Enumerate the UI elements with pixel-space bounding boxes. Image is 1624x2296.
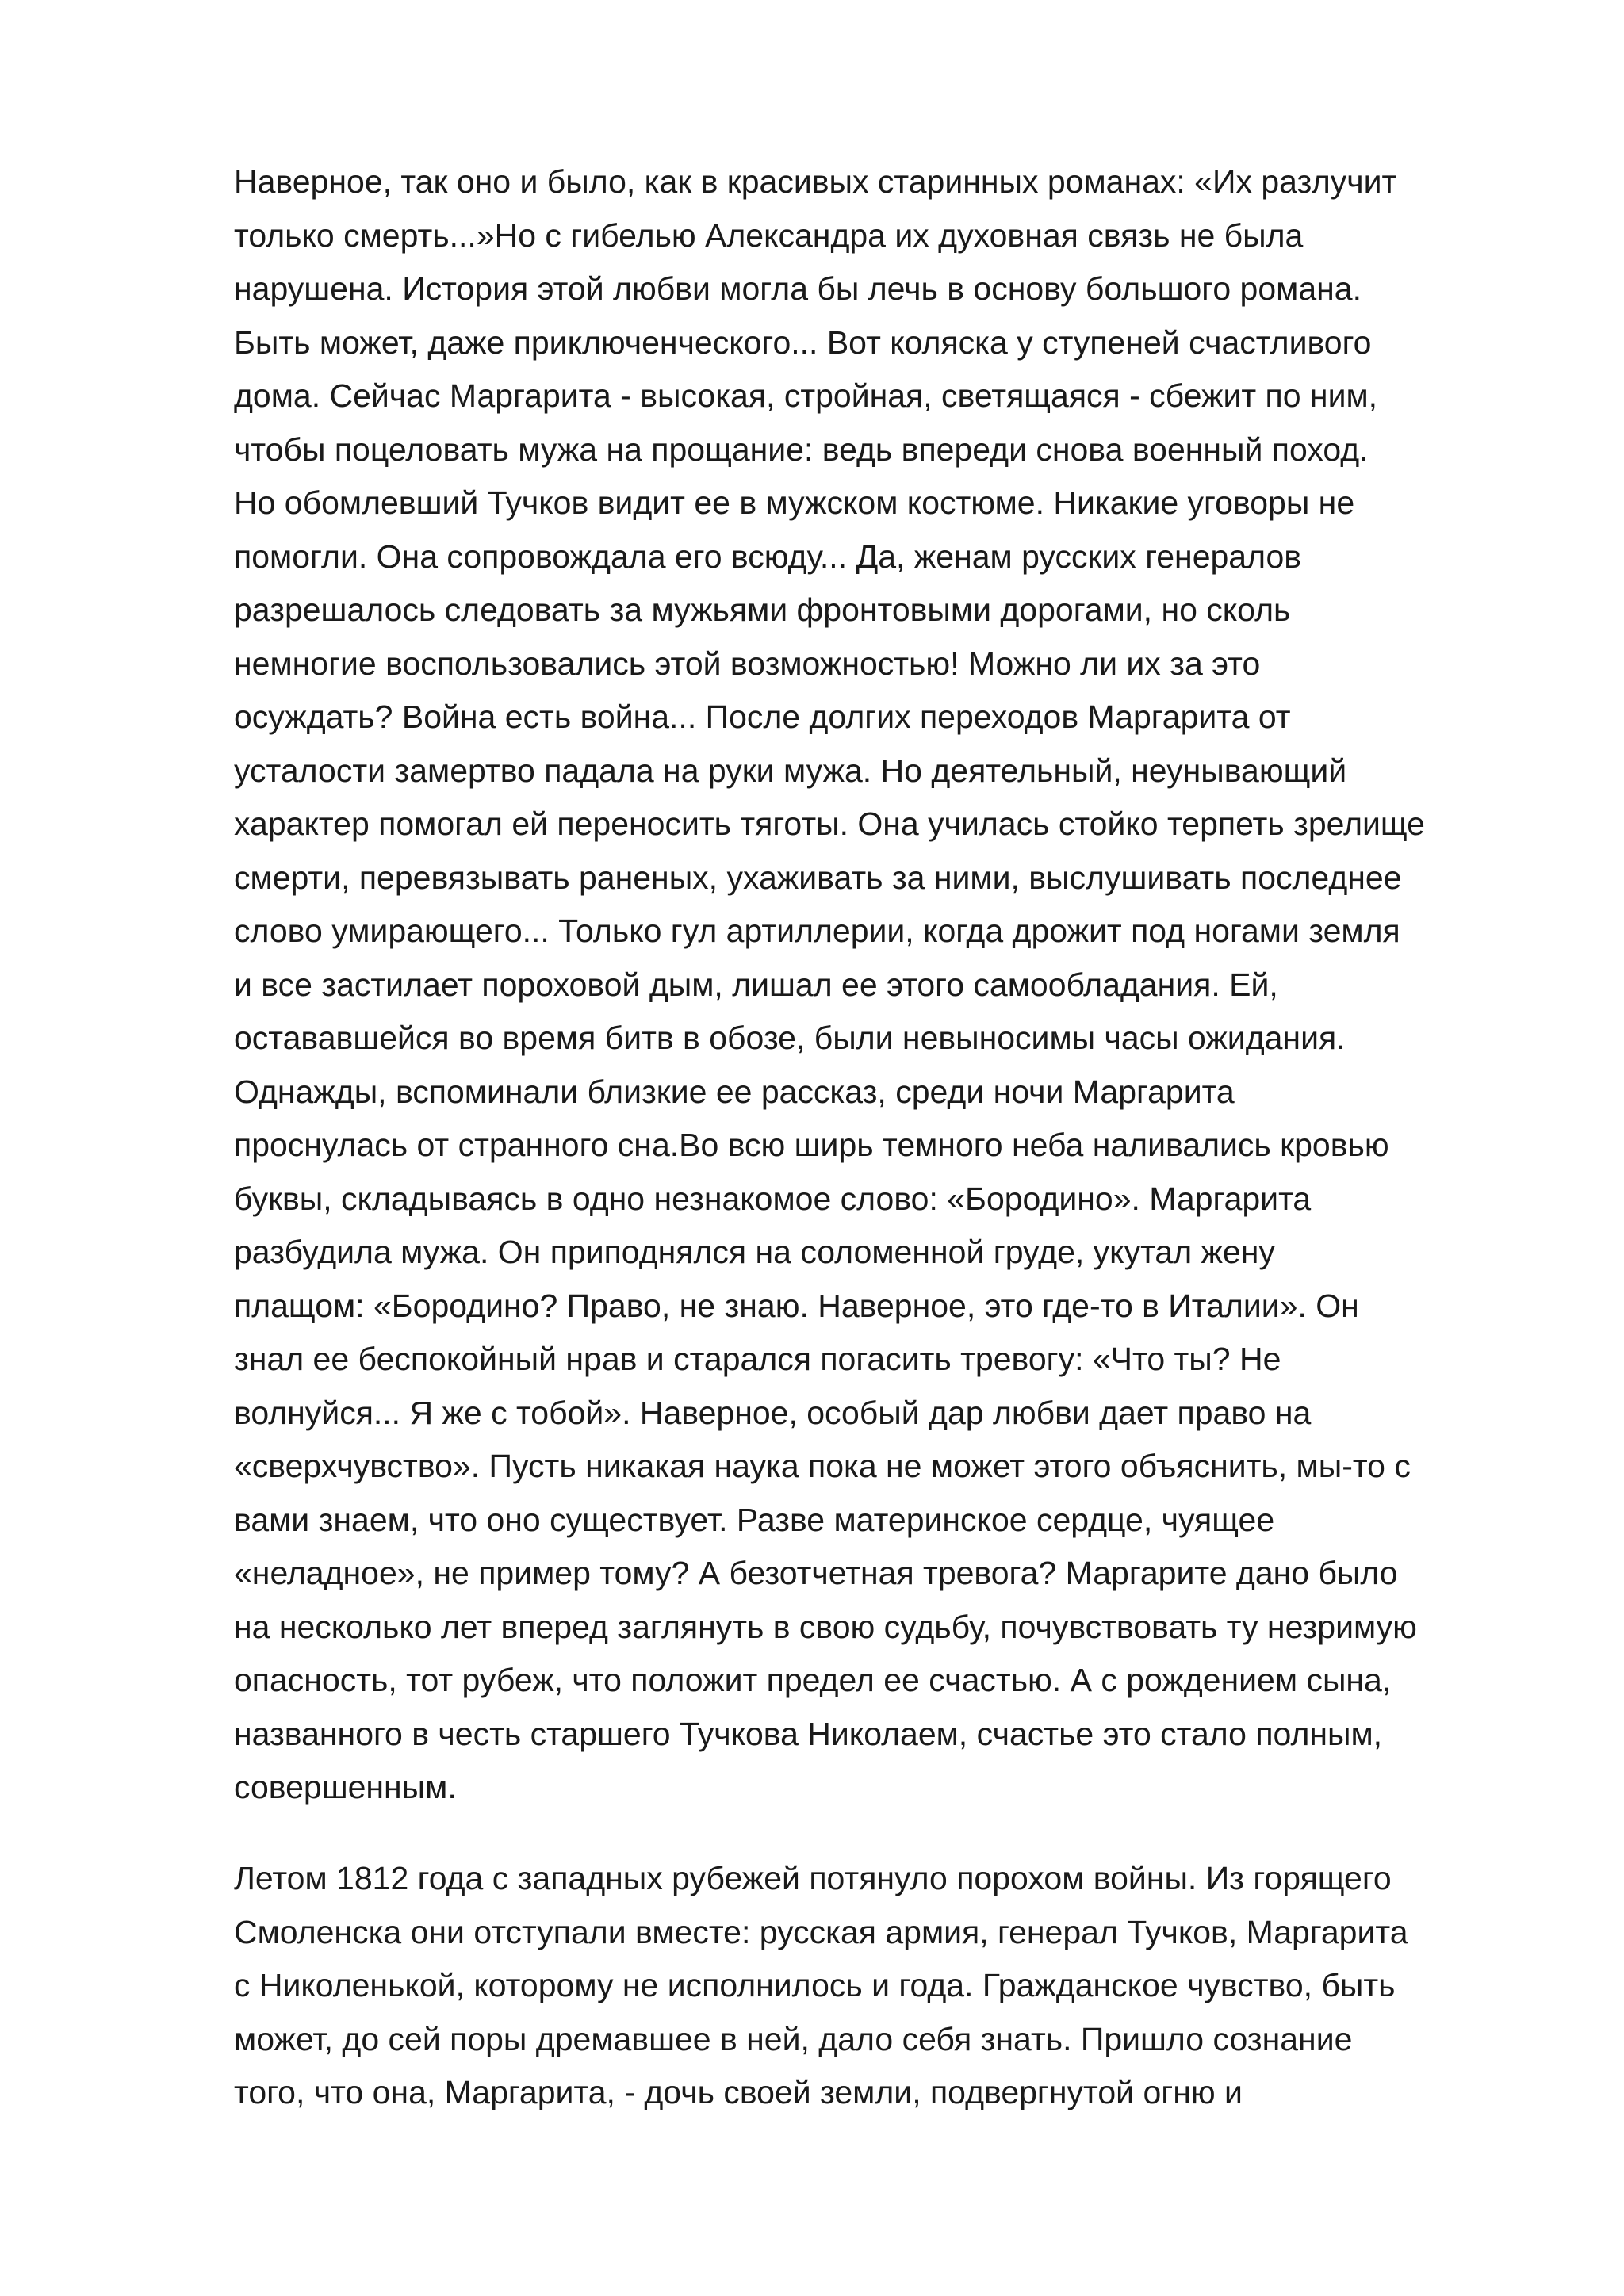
text-line: смерти, перевязывать раненых, ухаживать за ними, выслушивать последнее <box>234 859 1402 896</box>
text-line: того, что она, Маргарита, - дочь своей земли, подвергнутой огню и <box>234 2074 1243 2110</box>
text-line: слово умирающего... Только гул артиллерии, когда дрожит под ногами земля <box>234 913 1400 949</box>
text-line: дома. Сейчас Маргарита - высокая, стройная, светящаяся - сбежит по ним, <box>234 377 1378 414</box>
text-line: разрешалось следовать за мужьями фронтовыми дорогами, но сколь <box>234 591 1291 628</box>
text-line: Смоленска они отступали вместе: русская армия, генерал Тучков, Маргарита <box>234 1913 1408 1950</box>
text-line: совершенным. <box>234 1769 457 1805</box>
text-line: проснулась от странного сна.Во всю ширь темного неба наливались кровью <box>234 1127 1389 1163</box>
text-line: «неладное», не пример тому? А безотчетная тревога? Маргарите дано было <box>234 1555 1398 1591</box>
text-line: Наверное, так оно и было, как в красивых старинных романах: «Их разлучит <box>234 163 1397 200</box>
text-line: нарушена. История этой любви могла бы лечь в основу большого романа. <box>234 270 1362 307</box>
text-line: и все застилает пороховой дым, лишал ее этого самообладания. Ей, <box>234 966 1278 1003</box>
text-line: немногие воспользовались этой возможностью! Можно ли их за это <box>234 645 1261 682</box>
text-line: остававшейся во время битв в обозе, были невыносимы часы ожидания. <box>234 1020 1346 1056</box>
text-line: «сверхчувство». Пусть никакая наука пока не может этого объяснить, мы-то с <box>234 1448 1411 1484</box>
text-line: вами знаем, что оно существует. Разве материнское сердце, чуящее <box>234 1501 1275 1538</box>
text-line: Быть может, даже приключенческого... Вот коляска у ступеней счастливого <box>234 323 1372 361</box>
text-line: помогли. Она сопровождала его всюду... Да, женам русских генералов <box>234 538 1302 575</box>
text-line: волнуйся... Я же с тобой». Наверное, особый дар любви дает право на <box>234 1394 1312 1431</box>
text-line: может, до сей поры дремавшее в ней, дало себя знать. Пришло сознание <box>234 2020 1353 2057</box>
text-line: с Николенькой, которому не исполнилось и года. Гражданское чувство, быть <box>234 1967 1396 2003</box>
text-line: чтобы поцеловать мужа на прощание: ведь впереди снова военный поход. <box>234 430 1369 468</box>
text-line: осуждать? Война есть война... После долгих переходов Маргарита от <box>234 698 1291 735</box>
paragraph-2 <box>234 1852 1519 2120</box>
text-line: Но обомлевший Тучков видит ее в мужском костюме. Никакие уговоры не <box>234 484 1355 521</box>
text-line: на несколько лет вперед заглянуть в свою судьбу, почувствовать ту незримую <box>234 1608 1417 1645</box>
text-line: знал ее беспокойный нрав и старался погасить тревогу: «Что ты? Не <box>234 1341 1281 1377</box>
text-line: буквы, складываясь в одно незнакомое слово: «Бородино». Маргарита <box>234 1180 1312 1217</box>
text-line: Летом 1812 года с западных рубежей потянуло порохом войны. Из горящего <box>234 1860 1392 1896</box>
text-line: характер помогал ей переносить тяготы. Она училась стойко терпеть зрелище <box>234 806 1425 842</box>
text-line: усталости замертво падала на руки мужа. Но деятельный, неунывающий <box>234 752 1347 789</box>
text-line: разбудила мужа. Он приподнялся на соломенной груде, укутал жену <box>234 1234 1275 1270</box>
text-line: названного в честь старшего Тучкова Николаем, счастье это стало полным, <box>234 1715 1383 1752</box>
text-line: только смерть...»Но с гибелью Александра их духовная связь не была <box>234 216 1304 254</box>
text-line: плащом: «Бородино? Право, не знаю. Наверное, это где-то в Италии». Он <box>234 1287 1359 1324</box>
text-line: опасность, тот рубеж, что положит предел ее счастью. А с рождением сына, <box>234 1662 1392 1698</box>
paragraph-1 <box>234 155 1519 1815</box>
text-line: Однажды, вспоминали близкие ее рассказ, среди ночи Маргарита <box>234 1073 1235 1110</box>
